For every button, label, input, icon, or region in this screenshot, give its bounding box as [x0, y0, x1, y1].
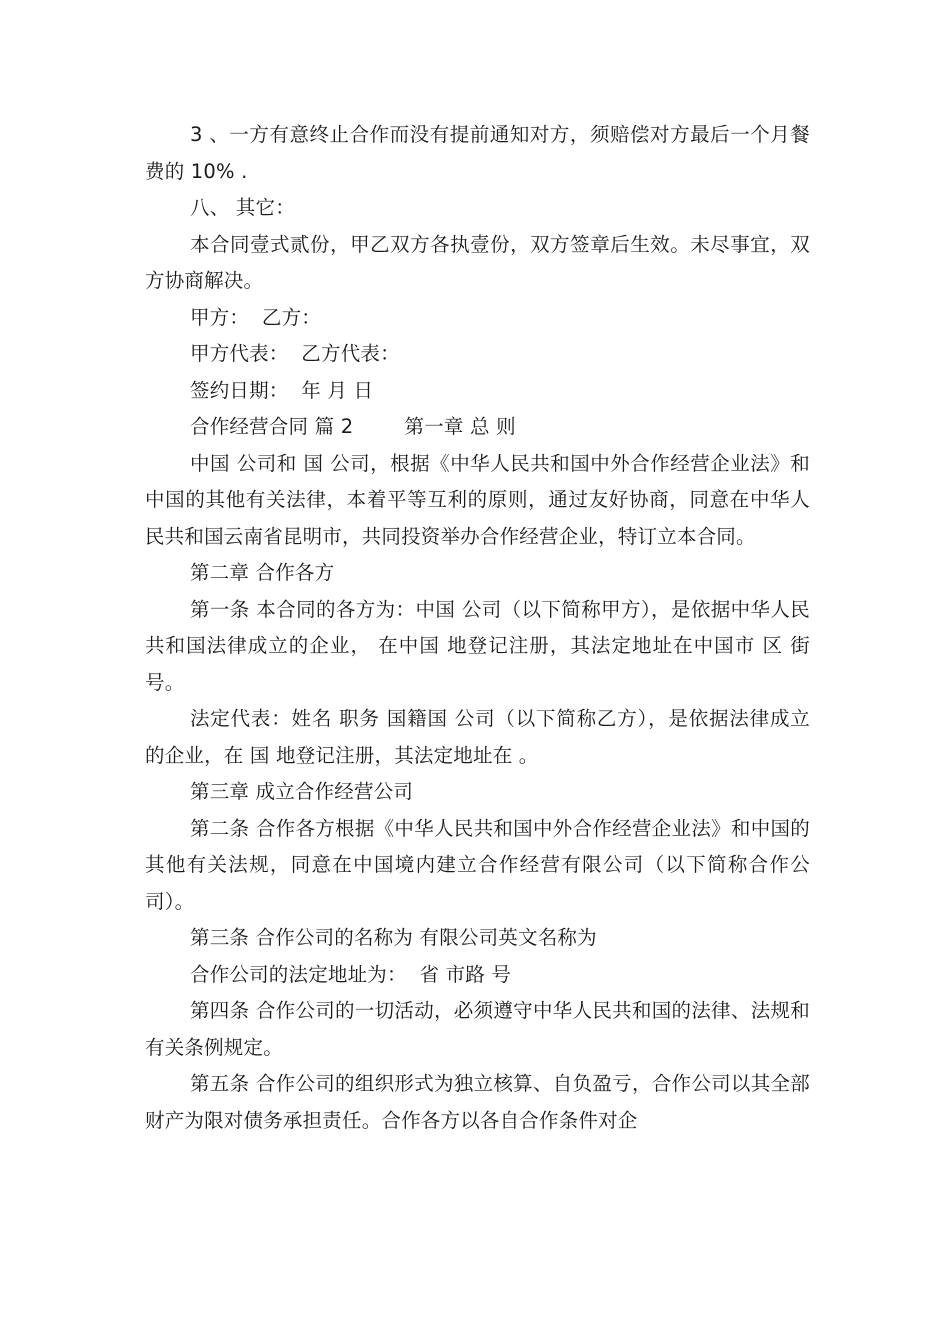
signature-parties: 甲方： 乙方： — [190, 305, 321, 329]
paragraph-termination-clause: 3 、一方有意终止合作而没有提前通知对方，须赔偿对方最后一个月餐费的 10% . — [145, 123, 810, 183]
contract-title-chapter-one: 合作经营合同 篇 2 第一章 总 则 — [190, 415, 516, 438]
legal-address: 合作公司的法定地址为： 省 市路 号 — [190, 962, 512, 986]
article-two: 第二条 合作各方根据《中华人民共和国中外合作经营企业法》和中国的其他有关法规，同意在中国境内建立合作经营有限公司（以下简称合作公司）。 — [145, 816, 810, 913]
legal-representative: 法定代表：姓名 职务 国籍国 公司（以下简称乙方），是依据法律成立的企业，在 国 地登记注册，其法定地址在 。 — [145, 707, 810, 767]
section-heading-other: 八、 其它： — [190, 196, 295, 219]
article-three: 第三条 合作公司的名称为 有限公司英文名称为 — [190, 926, 597, 949]
signature-date: 签约日期： 年 月 日 — [190, 378, 374, 402]
article-one: 第一条 本合同的各方为：中国 公司（以下简称甲方），是依据中华人民共和国法律成立的企业， 在中国 地登记注册，其法定地址在中国市 区 街 号。 — [145, 597, 817, 694]
paragraph-copies-clause: 本合同壹式贰份，甲乙双方各执壹份，双方签章后生效。未尽事宜，双方协商解决。 — [145, 232, 810, 292]
article-five: 第五条 合作公司的组织形式为独立核算、自负盈亏，合作公司以其全部财产为限对债务承担责任。合作各方以各自合作条件对企 — [145, 1072, 810, 1132]
paragraph-preamble: 中国 公司和 国 公司，根据《中华人民共和国中外合作经营企业法》和中国的其他有关法律，本着平等互利的原则，通过友好协商，同意在中华人民共和国云南省昆明市，共同投资举办合作经营企业，特订立本合同。 — [145, 451, 810, 548]
article-four: 第四条 合作公司的一切活动，必须遵守中华人民共和国的法律、法规和有关条例规定。 — [145, 999, 810, 1059]
document-body — [145, 117, 817, 1139]
signature-representatives: 甲方代表： 乙方代表： — [190, 342, 400, 365]
chapter-two-heading: 第二章 合作各方 — [190, 561, 335, 584]
chapter-three-heading: 第三章 成立合作经营公司 — [190, 780, 414, 803]
